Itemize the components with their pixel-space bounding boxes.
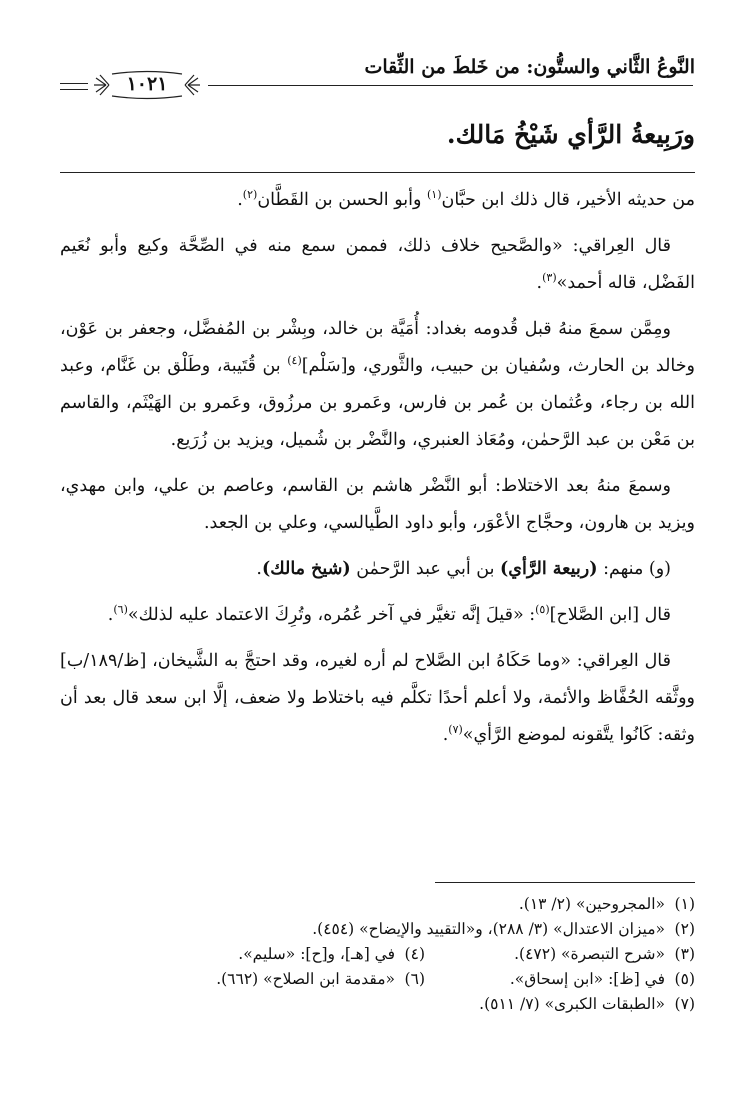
footnote-number: (١) [674, 895, 695, 913]
footnotes [60, 892, 695, 1017]
text-run: . [536, 273, 543, 293]
footnote-text: «شرح التبصرة» (٤٧٢). [514, 945, 665, 963]
footnote [479, 992, 695, 1017]
footnote-number: (٢) [674, 920, 695, 938]
header-rule [208, 85, 693, 86]
running-title: النَّوعُ الثَّاني والستُّون: من خَلطَ من الثِّقات [364, 56, 695, 78]
body-text [60, 182, 695, 763]
body-paragraph [60, 551, 695, 588]
footnote-number: (٥) [674, 970, 695, 988]
footnote [425, 967, 695, 992]
footnote-line [60, 892, 695, 917]
footnote [519, 892, 695, 917]
footnote-line [60, 917, 695, 942]
text-run: قال [ابن الصَّلاح] [549, 605, 671, 625]
footnote-reference: (٤) [287, 354, 302, 368]
text-run: بن أبي عبد الرَّحمٰن [350, 559, 500, 579]
footnote-rule [435, 882, 695, 883]
footnote-line [60, 942, 695, 967]
text-run: (و) منهم: [597, 559, 671, 579]
footnote-text: «الطبقات الكبرى» (٧/ ٥١١). [479, 995, 665, 1013]
footnote-reference: (٧) [448, 723, 463, 737]
text-run: وسمعَ منهُ بعد الاختلاط: أبو النَّضْر هاشم بن القاسم، وعاصم بن علي، وابن مهدي، ويزيد بن هارون، وحجَّاج الأعْوَر، وأبو داود الطَّيالسي، وعلي بن الجعد. [60, 476, 695, 533]
page-number: ١٠٢١ [126, 73, 168, 95]
text-run: : «قيلَ إنَّه تغيَّر في آخر عُمُره، وتُرِكَ الاعتماد عليه لذلك» [127, 605, 536, 625]
footnote-text: «ميزان الاعتدال» (٣/ ٢٨٨)، و«التقييد والإيضاح» (٤٥٤). [312, 920, 665, 938]
body-paragraph [60, 597, 695, 634]
body-paragraph [60, 311, 695, 459]
footnote-reference: (٢) [242, 188, 258, 202]
footnote-reference: (٥) [535, 603, 550, 617]
body-paragraph [60, 182, 695, 219]
body-paragraph [60, 468, 695, 542]
text-run: . [256, 559, 262, 579]
footnote-reference: (٦) [113, 603, 128, 617]
text-run: وأبو الحسن بن القَطَّان [257, 190, 427, 210]
footnote-text: «مقدمة ابن الصلاح» (٦٦٢). [216, 970, 395, 988]
text-run: . [237, 190, 243, 210]
footnote [312, 917, 695, 942]
footnote [238, 942, 425, 967]
footnote-line [60, 992, 695, 1017]
footnote-reference: (١) [427, 188, 442, 202]
bold-text: (شيخ مالك) [261, 559, 351, 579]
section-title: ورَبِيعةُ الرَّأي شَيْخُ مَالك. [446, 120, 695, 149]
body-paragraph [60, 643, 695, 754]
footnote-reference: (٣) [542, 271, 557, 285]
body-paragraph [60, 228, 695, 302]
footnote [425, 942, 695, 967]
footnote-number: (٤) [404, 945, 425, 963]
footnote-number: (٣) [674, 945, 695, 963]
footnote-text: في [ظ]: «ابن إسحاق». [509, 970, 665, 988]
footnote-text: في [هـ]، و[ح]: «سليم». [238, 945, 395, 963]
section-rule [60, 172, 695, 173]
text-run: من حديثه الأخير، قال ذلك ابن حبَّان [441, 190, 695, 210]
text-run: . [107, 605, 114, 625]
footnote [216, 967, 425, 992]
text-run: ومِمَّن سمعَ منهُ قبل قُدومه بغداد: أُمَيَّة بن خالد، وبِشْر بن المُفضَّل، وجعفر بن عَوْن، وخالد بن الحارث، وسُفيان بن حبيب، والثَّوري، و[سَلْم] [60, 319, 696, 376]
text-run: قال العِراقي: «والصَّحيح خلاف ذلك، فممن سمع منه في الصِّحَّة وكيع وأبو نُعَيم الفَضْل، قاله أحمد» [60, 236, 695, 293]
footnote-number: (٦) [404, 970, 425, 988]
bold-text: (ربيعة الرَّأي) [500, 559, 598, 579]
text-run: . [442, 725, 449, 745]
header-rule-end [60, 83, 88, 90]
page-number-ornament [92, 70, 202, 100]
text-run: بن قُتَيبة، وطَلْق بن غَنَّام، وعبد الله بن رجاء، وعُثمان بن عُمر بن فارس، وعَمرو بن مرزُوق، وعَمرو بن الهَيْثَم، والقاسم بن مَعْن بن عبد الرَّحمٰن، ومُعَاذ العنبري، والنَّضْر بن شُميل، ويزيد بن زُرَيع. [60, 356, 695, 450]
footnote-text: «المجروحين» (٢/ ١٣). [518, 895, 665, 913]
footnote-number: (٧) [674, 995, 695, 1013]
text-run: قال العِراقي: «وما حَكَاهُ ابن الصَّلاح لم أره لغيره، وقد احتجَّ به الشَّيخان، [ظ/١٨٩/ب] ووثَّقه الحُفَّاظ والأئمة، ولا أعلم أحدًا تكلَّم فيه باختلاط ولا ضعف، إلَّا ابن سعد قال بعد أن وثقه: كَانُوا يتَّقونه لموضع الرَّأي» [60, 651, 695, 745]
footnote-line [60, 967, 695, 992]
